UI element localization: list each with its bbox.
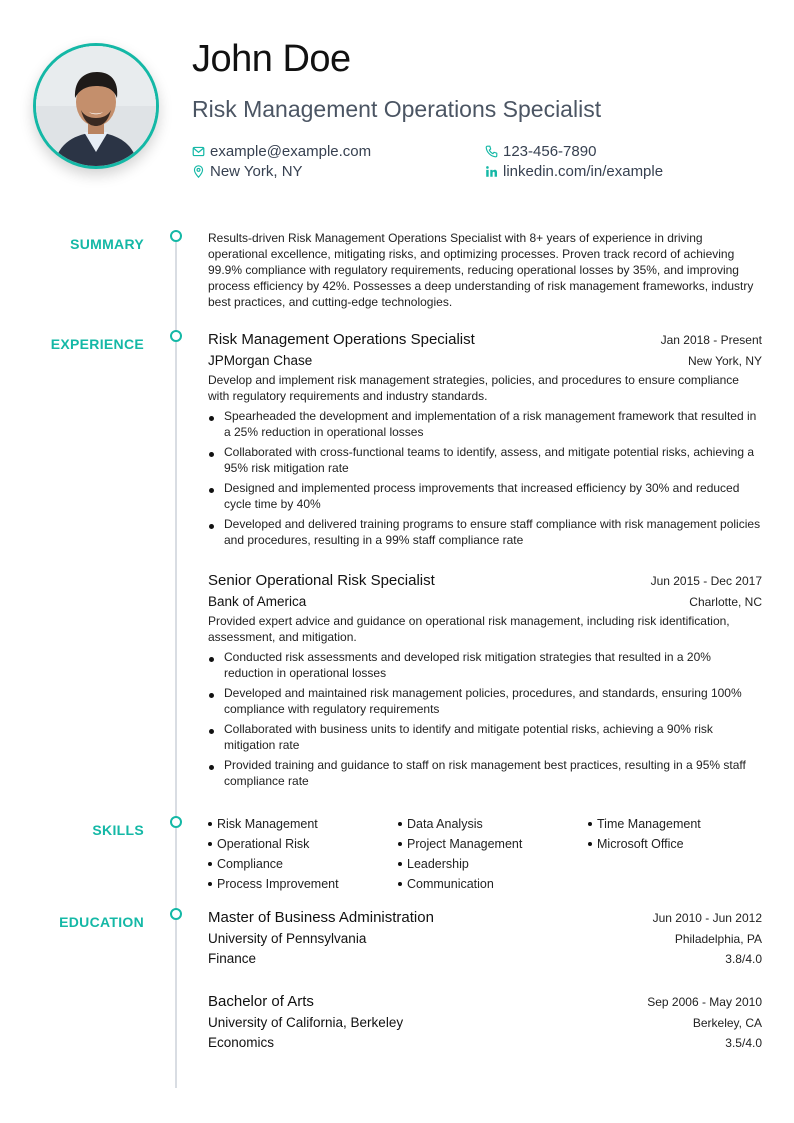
summary-text: Results-driven Risk Management Operations Specialist with 8+ years of experience in driving operational excellence, mitigating risks, and optimizing processes. Proven track record of achieving 99.9% compliance with regulatory requirements, reducing operational losses by 35%, and improving process efficiency by 42%. Possesses a deep understanding of risk management frameworks, industry best practices, and cutting-edge technologies. xyxy=(208,231,754,309)
school-location: Berkeley, CA xyxy=(692,1016,762,1030)
list-item: Conducted risk assessments and developed risk mitigation strategies that resulted in a 20% reduction in operational losses xyxy=(208,649,762,681)
contact-email[interactable] xyxy=(192,143,371,160)
skill-item: Process Improvement xyxy=(208,876,398,892)
skill-item: Compliance xyxy=(208,856,398,872)
job-location: Charlotte, NC xyxy=(689,595,762,609)
skill-item: Microsoft Office xyxy=(588,836,762,852)
candidate-name: John Doe xyxy=(192,38,351,80)
list-item: Developed and maintained risk management policies, procedures, and standards, ensuring 100% compliance with regulatory requirements xyxy=(208,685,762,717)
contact-phone[interactable] xyxy=(485,143,596,160)
list-item: Spearheaded the development and implementation of a risk management framework that resulted in a 25% reduction in operational losses xyxy=(208,408,762,440)
skill-item: Project Management xyxy=(398,836,588,852)
contact-linkedin-text: linkedin.com/in/example xyxy=(503,163,664,180)
job-title: Senior Operational Risk Specialist xyxy=(208,572,435,589)
school-name: University of Pennsylvania xyxy=(208,931,367,946)
school-name: University of California, Berkeley xyxy=(208,1015,404,1030)
education-entry xyxy=(208,909,762,966)
skills-grid xyxy=(208,816,762,892)
contact-linkedin[interactable] xyxy=(485,163,663,180)
education-entry xyxy=(208,993,762,1050)
section-heading-education: EDUCATION xyxy=(59,914,144,930)
job-company: JPMorgan Chase xyxy=(208,353,313,368)
job-title: Risk Management Operations Specialist xyxy=(208,331,475,348)
degree-name: Master of Business Administration xyxy=(208,909,434,926)
list-item: Developed and delivered training programs to ensure staff compliance with risk management policies and procedures, resulting in a 99% staff compliance rate xyxy=(208,516,762,548)
phone-icon xyxy=(485,145,498,158)
section-heading-summary: SUMMARY xyxy=(70,236,144,252)
degree-field: Economics xyxy=(208,1035,275,1050)
map-pin-icon xyxy=(192,165,205,178)
job-achievements xyxy=(208,649,762,789)
degree-dates: Sep 2006 - May 2010 xyxy=(647,995,762,1009)
list-item: Collaborated with business units to identify and mitigate potential risks, achieving a 90% risk mitigation rate xyxy=(208,721,762,753)
experience-entry xyxy=(208,331,762,552)
linkedin-icon xyxy=(485,165,498,178)
skill-item: Time Management xyxy=(588,816,762,832)
school-location: Philadelphia, PA xyxy=(674,932,762,946)
timeline-dot-experience xyxy=(170,330,182,342)
candidate-title: Risk Management Operations Specialist xyxy=(192,96,602,122)
experience-entry xyxy=(208,572,762,793)
job-description: Provided expert advice and guidance on operational risk management, including risk identification, assessment, and mitigation. xyxy=(208,614,730,644)
list-item: Provided training and guidance to staff on risk management best practices, resulting in a 95% staff compliance rate xyxy=(208,757,762,789)
job-achievements xyxy=(208,408,762,548)
skill-item: Data Analysis xyxy=(398,816,588,832)
timeline-dot-education xyxy=(170,908,182,920)
job-dates: Jun 2015 - Dec 2017 xyxy=(650,574,762,588)
list-item: Designed and implemented process improvements that increased efficiency by 30% and reduced cycle time by 40% xyxy=(208,480,762,512)
skill-item: Communication xyxy=(398,876,588,892)
contact-phone-text: 123-456-7890 xyxy=(503,143,597,160)
job-dates: Jan 2018 - Present xyxy=(660,333,762,347)
skill-item: Operational Risk xyxy=(208,836,398,852)
timeline-dot-skills xyxy=(170,816,182,828)
skill-item: Risk Management xyxy=(208,816,398,832)
list-item: Collaborated with cross-functional teams to identify, assess, and mitigate potential risks, achieving a 95% risk mitigation rate xyxy=(208,444,762,476)
section-heading-experience: EXPERIENCE xyxy=(50,336,144,352)
contact-email-text: example@example.com xyxy=(210,143,372,160)
contact-location xyxy=(192,163,303,180)
timeline-line xyxy=(175,236,177,1088)
degree-field: Finance xyxy=(208,951,257,966)
skill-item: Leadership xyxy=(398,856,588,872)
degree-name: Bachelor of Arts xyxy=(208,993,314,1010)
person-portrait-icon xyxy=(36,46,156,166)
job-description: Develop and implement risk management strategies, policies, and procedures to ensure compliance with regulatory requirements and industry standards. xyxy=(208,373,739,403)
job-location: New York, NY xyxy=(687,354,762,368)
section-heading-skills: SKILLS xyxy=(92,822,144,838)
degree-dates: Jun 2010 - Jun 2012 xyxy=(652,911,762,925)
degree-gpa: 3.5/4.0 xyxy=(725,1036,762,1050)
contact-location-text: New York, NY xyxy=(210,163,303,180)
mail-icon xyxy=(192,145,205,158)
timeline-dot-summary xyxy=(170,230,182,242)
skill-item-empty xyxy=(588,856,762,872)
job-company: Bank of America xyxy=(208,594,307,609)
profile-photo xyxy=(33,43,159,169)
degree-gpa: 3.8/4.0 xyxy=(725,952,762,966)
